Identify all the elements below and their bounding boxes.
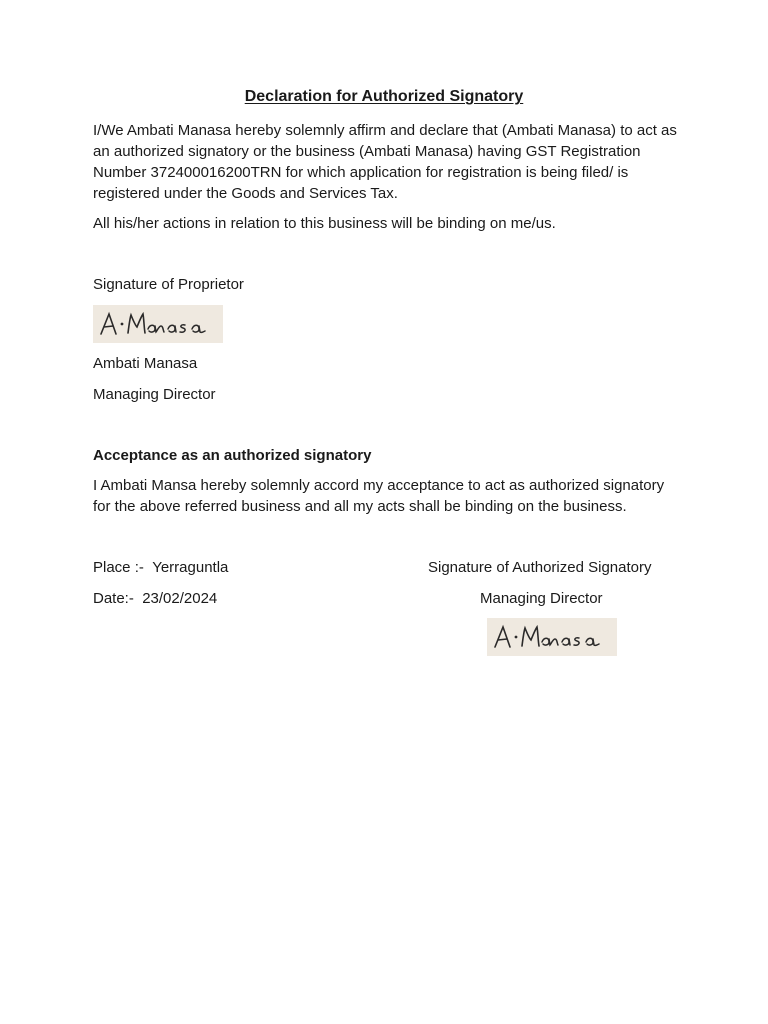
proprietor-designation: Managing Director — [93, 386, 216, 403]
declaration-paragraph: I/We Ambati Manasa hereby solemnly affirm and declare that (Ambati Manasa) to act as an authorized signatory or the business (Ambati Manasa) having GST Registration Number 372400016200TRN for which application for registration is being filed/ is registered under the Goods and Services Tax. — [93, 122, 677, 202]
authorized-signature-image — [487, 618, 617, 656]
acceptance-paragraph: I Ambati Mansa hereby solemnly accord my acceptance to act as authorized signatory for the above referred business and all my acts shall be binding on the business. — [93, 477, 665, 515]
handwritten-signature-icon — [93, 305, 223, 343]
place-line — [93, 557, 228, 578]
document-title: Declaration for Authorized Signatory — [244, 88, 524, 105]
proprietor-signature-label: Signature of Proprietor — [93, 276, 244, 293]
date-line — [93, 588, 217, 609]
handwritten-signature-icon — [487, 618, 617, 656]
date-label: Date:- — [93, 590, 134, 607]
binding-statement: All his/her actions in relation to this business will be binding on me/us. — [93, 215, 556, 232]
place-value: Yerraguntla — [152, 559, 229, 576]
date-value: 23/02/2024 — [142, 590, 218, 607]
acceptance-heading: Acceptance as an authorized signatory — [93, 447, 372, 464]
place-label: Place :- — [93, 559, 144, 576]
proprietor-name: Ambati Manasa — [93, 355, 198, 372]
proprietor-signature-image — [93, 305, 223, 343]
authorized-designation: Managing Director — [480, 590, 603, 607]
authorized-signature-label: Signature of Authorized Signatory — [428, 559, 652, 576]
